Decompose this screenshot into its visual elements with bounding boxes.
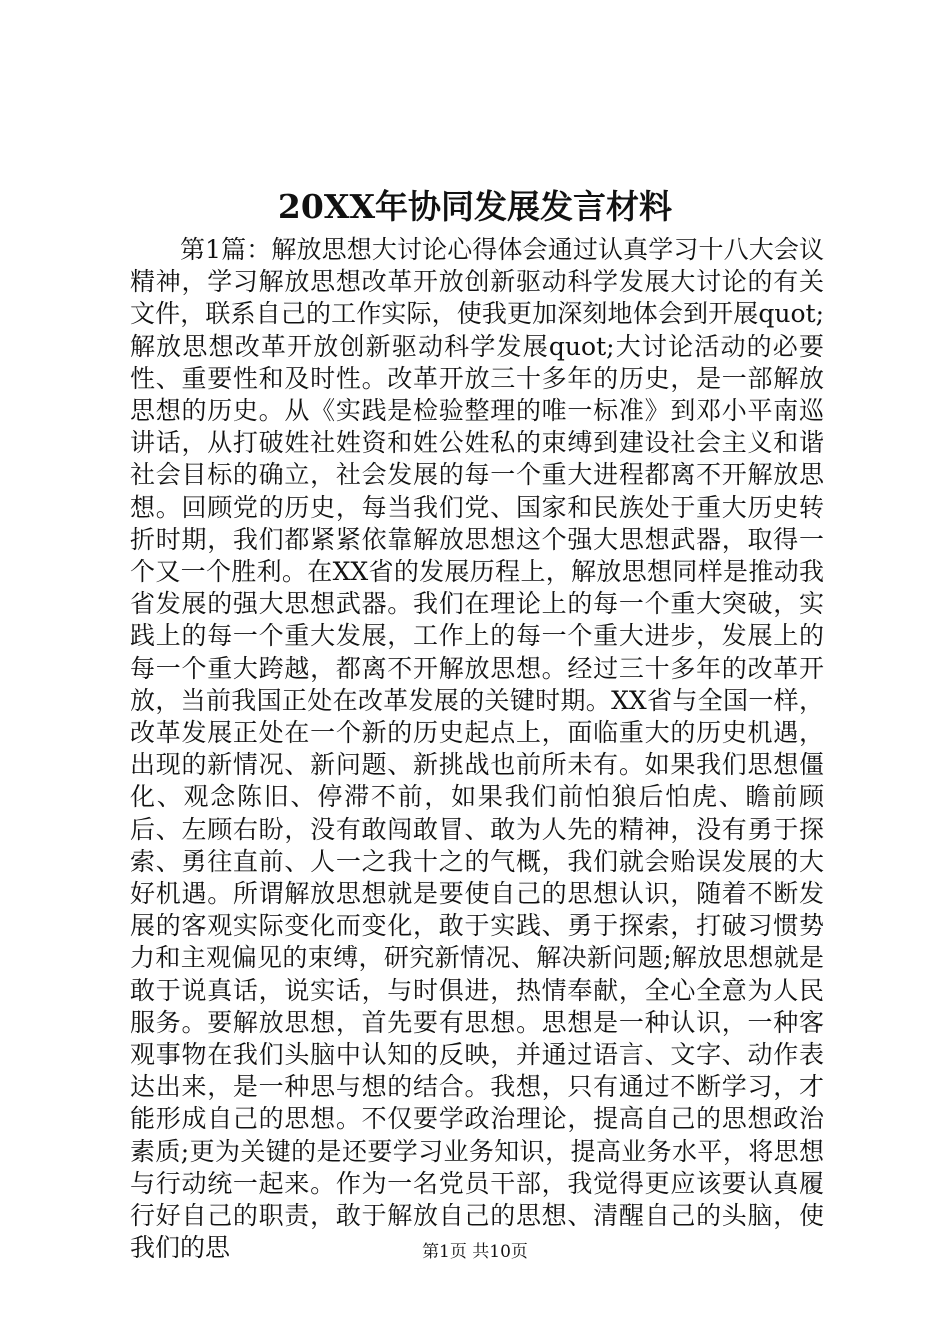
document-title: 20XX年协同发展发言材料 <box>277 187 673 226</box>
document-body-paragraph: 第1篇：解放思想大讨论心得体会通过认真学习十八大会议精神，学习解放思想改革开放创新驱动科学发展大讨论的有关文件，联系自己的工作实际，使我更加深刻地体会到开展quot;解放思想改革开放创新驱动科学发展quot;大讨论活动的必要性、重要性和及时性。改革开放三十多年的历史，是一部解放思想的历史。从《实践是检验整理的唯一标准》到邓小平南巡讲话，从打破姓社姓资和姓公姓私的束缚到建设社会主义和谐社会目标的确立，社会发展的每一个重大进程都离不开解放思想。回顾党的历史，每当我们党、国家和民族处于重大历史转折时期，我们都紧紧依靠解放思想这个强大思想武器，取得一个又一个胜利。在XX省的发展历程上，解放思想同样是推动我省发展的强大思想武器。我们在理论上的每一个重大突破，实践上的每一个重大发展，工作上的每一个重大进步，发展上的每一个重大跨越，都离不开解放思想。经过三十多年的改革开放，当前我国正处在改革发展的关键时期。XX省与全国一样，改革发展正处在一个新的历史起点上，面临重大的历史机遇，出现的新情况、新问题、新挑战也前所未有。如果我们思想僵化、观念陈旧、停滞不前，如果我们前怕狼后怕虎、瞻前顾后、左顾右盼，没有敢闯敢冒、敢为人先的精神，没有勇于探索、勇往直前、人一之我十之的气概，我们就会贻误发展的大好机遇。所谓解放思想就是要使自己的思想认识，随着不断发展的客观实际变化而变化，敢于实践、勇于探索，打破习惯势力和主观偏见的束缚，研究新情况、解决新问题;解放思想就是敢于说真话，说实话，与时俱进，热情奉献，全心全意为人民服务。要解放思想，首先要有思想。思想是一种认识，一种客观事物在我们头脑中认知的反映，并通过语言、文字、动作表达出来，是一种思与想的结合。我想，只有通过不断学习，才能形成自己的思想。不仅要学政治理论，提高自己的思想政治素质;更为关键的是还要学习业务知识，提高业务水平，将思想与行动统一起来。作为一名党员干部，我觉得更应该要认真履行好自己的职责，敢于解放自己的思想、清醒自己的头脑，使我们的思 <box>130 235 824 1263</box>
page-footer: 第1页 共10页 <box>422 1242 528 1262</box>
